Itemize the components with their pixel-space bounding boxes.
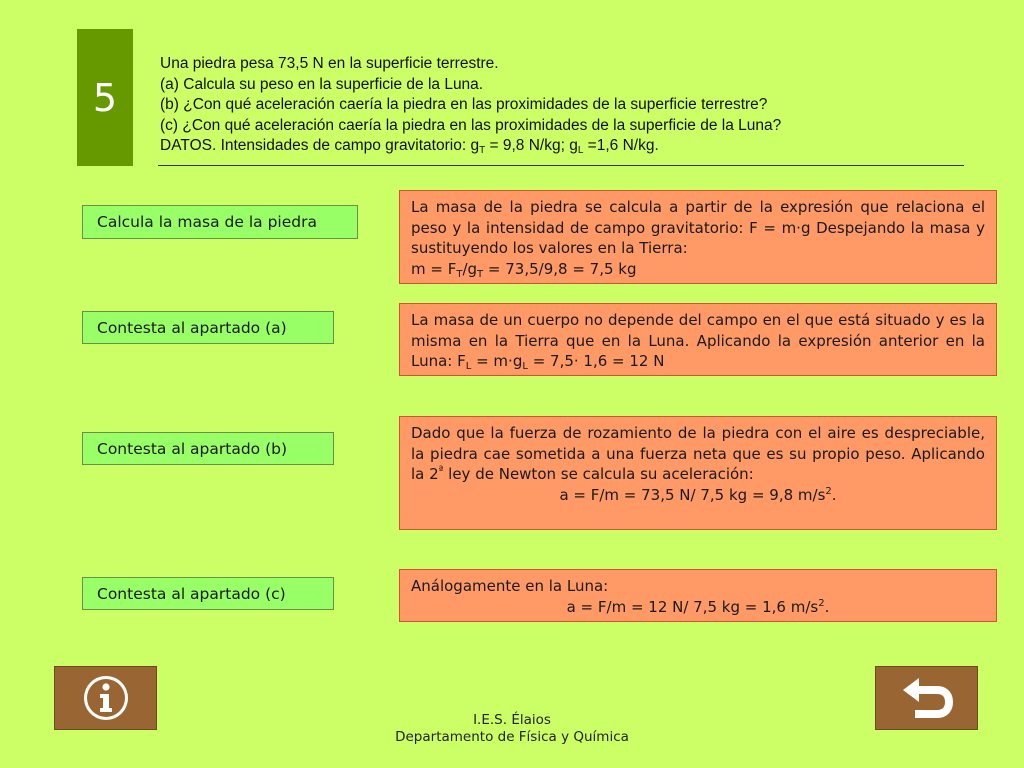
answer-c-formula <box>411 597 985 618</box>
question-label: Contesta al apartado (c) <box>97 584 286 603</box>
footer-department: Departamento de Física y Química <box>395 729 629 745</box>
problem-statement <box>160 54 860 157</box>
datos-prefix: DATOS. Intensidades de campo gravitatorio: g <box>160 137 480 154</box>
answer-box-mass <box>399 190 997 284</box>
answer-b-body: Dado que la fuerza de rozamiento de la piedra con el aire es despreciable, la piedra cae sometida a una fuerza neta que es su propio peso. Aplicando la 2 <box>411 424 985 483</box>
formula-sup: 2 <box>818 597 825 609</box>
footer-school: I.E.S. Élaios <box>473 712 551 728</box>
return-button[interactable] <box>875 666 978 730</box>
problem-line-1: Una piedra pesa 73,5 N en la superficie terrestre. <box>160 55 499 72</box>
formula-sub: L <box>522 361 528 372</box>
formula-mid: /g <box>462 259 478 278</box>
question-label: Contesta al apartado (a) <box>97 318 287 337</box>
question-button-b[interactable] <box>82 432 334 465</box>
answer-b-text <box>411 423 985 485</box>
footer <box>352 712 672 746</box>
question-button-c[interactable] <box>82 577 334 610</box>
ordinal-sup: ª <box>438 465 444 476</box>
problem-line-4: (c) ¿Con qué aceleración caería la piedra en las proximidades de la superficie de la Luna? <box>160 116 782 134</box>
formula-mid: = m·g <box>471 352 523 370</box>
problem-line-3: (b) ¿Con qué aceleración caería la piedra en las proximidades de la superficie terrestre? <box>160 96 768 113</box>
answer-b-formula <box>411 485 985 506</box>
divider-line <box>158 165 964 166</box>
formula-suffix: = 73,5/9,8 = 7,5 kg <box>483 259 637 278</box>
answer-a-text <box>411 310 985 372</box>
question-button-mass[interactable] <box>82 205 358 239</box>
question-button-a[interactable] <box>82 311 334 344</box>
formula-prefix: a = F/m = 73,5 N/ 7,5 kg = 9,8 m/s <box>559 485 826 504</box>
formula-prefix: a = F/m = 12 N/ 7,5 kg = 1,6 m/s <box>566 597 819 616</box>
info-button[interactable] <box>54 666 157 730</box>
datos-mid: = 9,8 N/kg; g <box>485 137 578 154</box>
answer-b-body-end: ley de Newton se calcula su aceleración: <box>443 465 754 483</box>
answer-box-b <box>399 416 997 530</box>
info-icon <box>81 673 131 723</box>
datos-sub-l: L <box>577 145 584 156</box>
slide-number-text: 5 <box>92 75 118 120</box>
answer-c-text: Análogamente en la Luna: <box>411 577 609 595</box>
formula-sup: 2 <box>825 485 832 497</box>
problem-datos <box>160 136 860 157</box>
answer-box-c <box>399 569 997 622</box>
formula-prefix: m = F <box>411 259 457 278</box>
datos-sub-t: T <box>479 145 486 156</box>
return-arrow-icon <box>899 676 955 720</box>
formula-sub: T <box>477 268 484 280</box>
formula-suffix: . <box>824 597 830 616</box>
answer-a-body: La masa de un cuerpo no depende del campo en el que está situado y es la misma en la Tierra que en la Luna. Aplicando la expresión anterior en la Luna: F <box>411 311 985 370</box>
problem-line-2: (a) Calcula su peso en la superficie de la Luna. <box>160 75 484 93</box>
formula-suffix: = 7,5· 1,6 = 12 N <box>527 352 665 370</box>
slide-number <box>77 29 133 166</box>
datos-suffix: =1,6 N/kg. <box>583 137 659 154</box>
formula-sub: L <box>465 361 472 372</box>
formula-suffix: . <box>831 485 837 504</box>
answer-mass-formula <box>411 259 985 280</box>
formula-sub: T <box>456 268 463 280</box>
question-label: Calcula la masa de la piedra <box>97 213 317 231</box>
question-label: Contesta al apartado (b) <box>97 439 288 458</box>
answer-mass-text: La masa de la piedra se calcula a partir de la expresión que relaciona el peso y la intensidad de campo gravitatorio: F = m·g Despejando la masa y sustituyendo los valores en la Tierra: <box>411 198 985 257</box>
answer-box-a <box>399 303 997 376</box>
